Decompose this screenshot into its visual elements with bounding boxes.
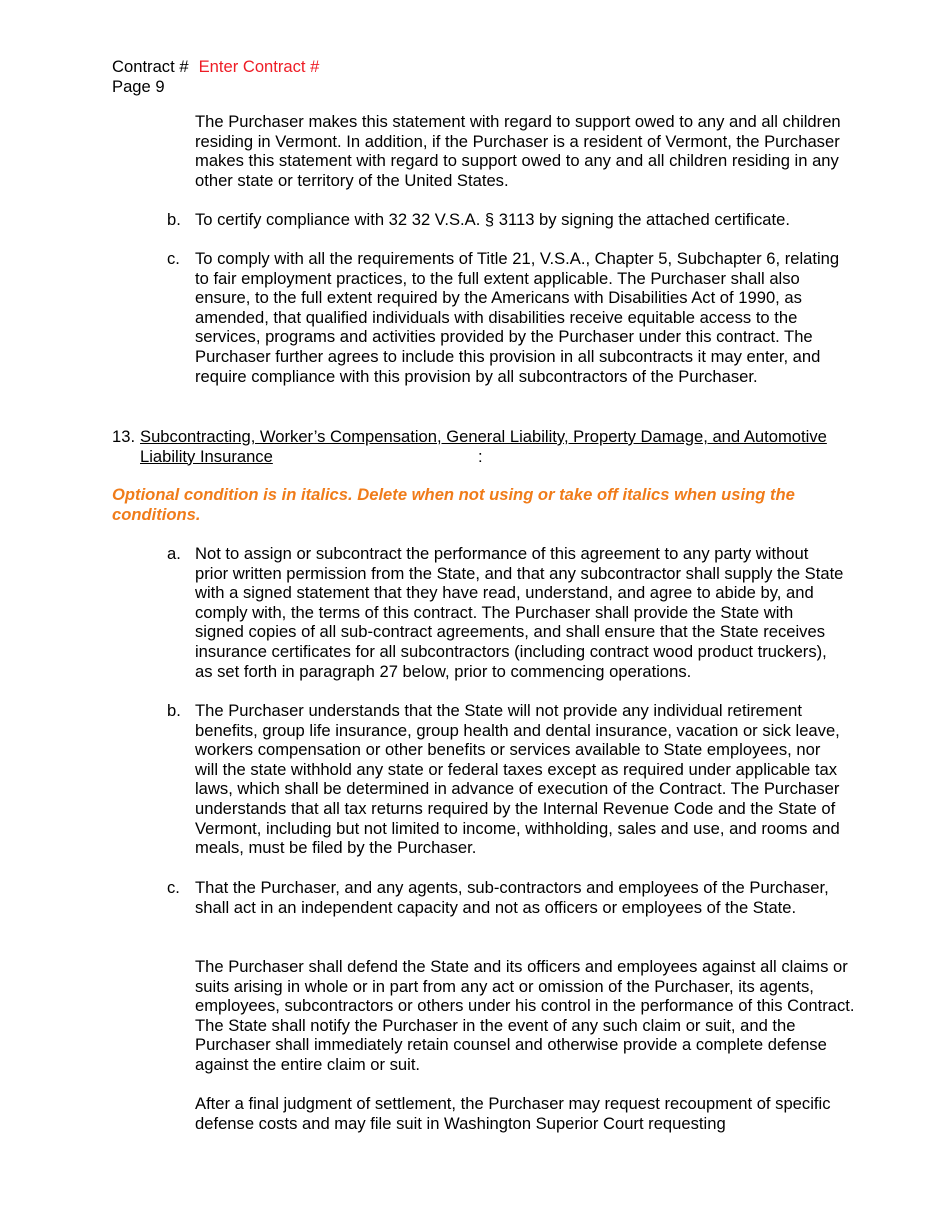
item-marker: c.	[167, 249, 180, 268]
item-text: To certify compliance with 32 32 V.S.A. § 3113 by signing the attached certificate.	[195, 210, 790, 229]
section-number: 13.	[112, 427, 136, 446]
section-title-wrap	[140, 427, 830, 466]
contract-label: Contract #	[112, 57, 189, 76]
section-title: Subcontracting, Worker’s Compensation, General Liability, Property Damage, and Automotive Liability Insurance	[140, 427, 827, 466]
item-text: The Purchaser understands that the State will not provide any individual retirement benefits, group life insurance, group health and dental insurance, vacation or sick leave, workers compensation or other benefits or services available to State employees, nor will the state withhold any state or federal taxes except as required under applicable tax laws, which shall be determined in advance of execution of the Contract. The Purchaser understands that all tax returns required by the Internal Revenue Code and the State of Vermont, including but not limited to income, withholding, sales and use, and rooms and meals, must be filed by the Purchaser.	[195, 701, 840, 858]
item-marker: b.	[167, 210, 181, 229]
optional-condition-note: Optional condition is in italics. Delete when not using or take off italics when using the conditions.	[112, 485, 795, 524]
section-title-colon: :	[478, 446, 483, 466]
item-marker: c.	[167, 878, 180, 897]
page-number: Page 9	[112, 76, 165, 96]
item-text: That the Purchaser, and any agents, sub-contractors and employees of the Purchaser, shall act in an independent capacity and not as officers or employees of the State.	[195, 878, 829, 917]
defense-paragraph: The Purchaser shall defend the State and its officers and employees against all claims or suits arising in whole or in part from any act or omission of the Purchaser, its agents, employees, subcontractors or others under his control in the performance of this Contract. The State shall notify the Purchaser in the event of any such claim or suit, and the Purchaser shall immediately retain counsel and otherwise provide a complete defense against the entire claim or suit.	[195, 957, 855, 1074]
item-text: Not to assign or subcontract the performance of this agreement to any party without prior written permission from the State, and that any subcontractor shall supply the State with a signed statement that they have read, understand, and agree to abide by, and comply with, the terms of this contract. The Purchaser shall provide the State with signed copies of all sub-contract agreements, and shall ensure that the State receives insurance certificates for all subcontractors (including contract wood product truckers), as set forth in paragraph 27 below, prior to commencing operations.	[195, 544, 844, 681]
item-marker: a.	[167, 544, 181, 563]
contract-number-placeholder[interactable]: Enter Contract #	[198, 57, 320, 76]
page-header	[112, 57, 319, 96]
judgment-paragraph: After a final judgment of settlement, the Purchaser may request recoupment of specific defense costs and may file suit in Washington Superior Court requesting	[195, 1094, 831, 1133]
item-marker: b.	[167, 701, 181, 720]
item-text: To comply with all the requirements of Title 21, V.S.A., Chapter 5, Subchapter 6, relating to fair employment practices, to the full extent applicable. The Purchaser shall also ensure, to the full extent required by the Americans with Disabilities Act of 1990, as amended, that qualified individuals with disabilities receive equitable access to the services, programs and activities provided by the Purchaser under this contract. The Purchaser further agrees to include this provision in all subcontracts it may enter, and require compliance with this provision by all subcontractors of the Purchaser.	[195, 249, 840, 386]
contract-number-row	[112, 57, 319, 77]
intro-paragraph: The Purchaser makes this statement with regard to support owed to any and all children residing in Vermont. In addition, if the Purchaser is a resident of Vermont, the Purchaser makes this statement with regard to support owed to any and all children residing in any other state or territory of the United States.	[195, 112, 841, 190]
